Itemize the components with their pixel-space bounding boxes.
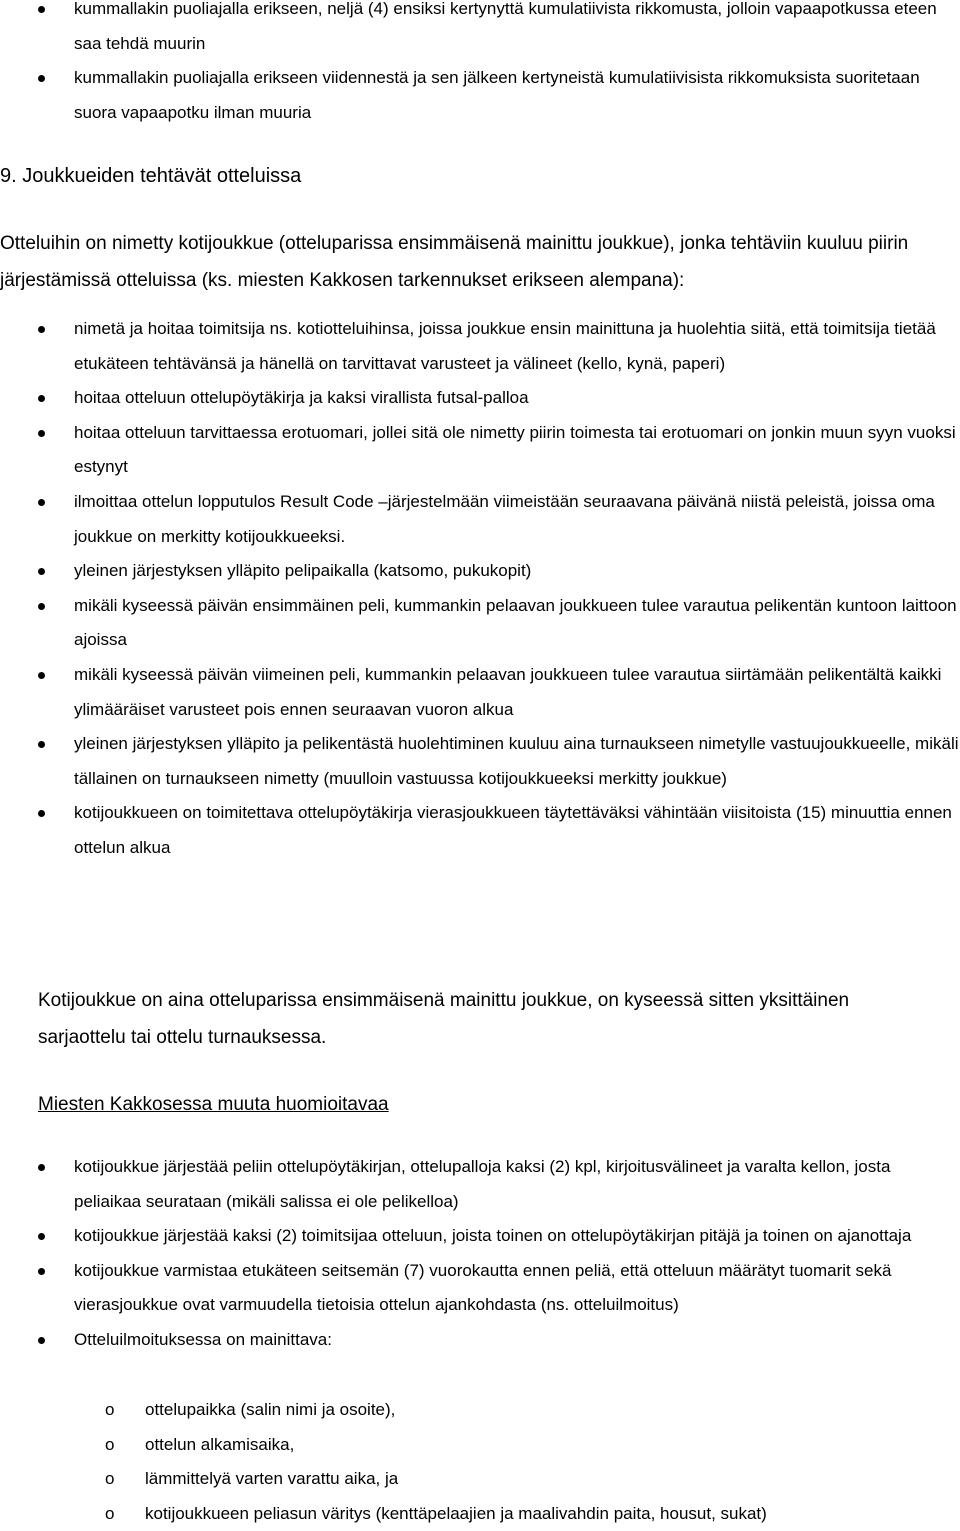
kakkonen-list	[0, 1150, 960, 1358]
list-item: kotijoukkue järjestää kaksi (2) toimitsijaa otteluun, joista toinen on ottelupöytäkirjan pitäjä ja toinen on ajanottaja	[0, 1219, 960, 1254]
bullet-icon	[38, 395, 45, 402]
section-intro: Otteluihin on nimetty kotijoukkue (otteluparissa ensimmäisenä mainittu joukkue), jonka tehtäviin kuuluu piirin järjestämissä otteluissa (ks. miesten Kakkosen tarkennukset erikseen alempana):	[0, 233, 909, 291]
bullet-icon	[38, 672, 45, 679]
circle-bullet-icon: o	[105, 1434, 115, 1454]
circle-bullet-icon: o	[105, 1503, 115, 1523]
list-item: yleinen järjestyksen ylläpito ja pelikentästä huolehtiminen kuuluu aina turnaukseen nimetylle vastuujoukkueelle, mikäli tällainen on turnaukseen nimetty (muulloin vastuussa kotijoukkueeksi merkitty joukkue)	[0, 727, 960, 796]
list-item: o lämmittelyä varten varattu aika, ja	[0, 1462, 960, 1497]
bullet-icon	[38, 1337, 45, 1344]
list-item: kummallakin puoliajalla erikseen viidennestä ja sen jälkeen kertyneistä kumulatiivisista rikkomuksista suoritetaan suora vapaapotku ilman muuria	[0, 61, 960, 130]
list-item: kotijoukkue järjestää peliin ottelupöytäkirjan, ottelupalloja kaksi (2) kpl, kirjoitusvälineet ja varalta kellon, josta peliaikaa seurataan (mikäli salissa ei ole pelikelloa)	[0, 1150, 960, 1219]
list-item: o kotijoukkueen peliasun väritys (kenttäpelaajien ja maalivahdin paita, housut, sukat)	[0, 1497, 960, 1531]
list-item: o ottelupaikka (salin nimi ja osoite),	[0, 1393, 960, 1428]
list-item: hoitaa otteluun tarvittaessa erotuomari, jollei sitä ole nimetty piirin toimesta tai erotuomari on jonkin muun syyn vuoksi estynyt	[0, 416, 960, 485]
list-item: hoitaa otteluun ottelupöytäkirja ja kaksi virallista futsal-palloa	[0, 381, 960, 416]
bullet-icon	[38, 1268, 45, 1275]
notice-contents-list	[0, 1393, 960, 1531]
list-item: yleinen järjestyksen ylläpito pelipaikalla (katsomo, pukukopit)	[0, 554, 960, 589]
section-heading: 9. Joukkueiden tehtävät otteluissa	[0, 165, 302, 187]
list-item: mikäli kyseessä päivän viimeinen peli, kummankin pelaavan joukkueen tulee varautua siirtämään pelikentältä kaikki ylimääräiset varusteet pois ennen seuraavan vuoron alkua	[0, 658, 960, 727]
bullet-icon	[38, 326, 45, 333]
kakkonen-heading: Miesten Kakkosessa muuta huomioitavaa	[38, 1094, 389, 1115]
bullet-icon	[38, 6, 45, 13]
list-item: o ottelun alkamisaika,	[0, 1428, 960, 1463]
rules-list-top	[0, 0, 960, 130]
list-item: kummallakin puoliajalla erikseen, neljä (4) ensiksi kertynyttä kumulatiivista rikkomusta, jolloin vapaapotkussa eteen saa tehdä muurin	[0, 0, 960, 61]
list-item: kotijoukkueen on toimitettava ottelupöytäkirja vierasjoukkueen täytettäväksi vähintään viisitoista (15) minuuttia ennen ottelun alkua	[0, 796, 960, 865]
list-item: Otteluilmoituksessa on mainittava:	[0, 1323, 960, 1358]
list-item: kotijoukkue varmistaa etukäteen seitsemän (7) vuorokautta ennen peliä, että otteluun määrätyt tuomarit sekä vierasjoukkue ovat varmuudella tietoisia ottelun ajankohdasta (ns. otteluilmoitus)	[0, 1254, 960, 1323]
list-item: ilmoittaa ottelun lopputulos Result Code –järjestelmään viimeistään seuraavana päivänä niistä peleistä, joissa oma joukkue on merkitty kotijoukkueeksi.	[0, 485, 960, 554]
bullet-icon	[38, 1164, 45, 1171]
list-item: mikäli kyseessä päivän ensimmäinen peli, kummankin pelaavan joukkueen tulee varautua pelikentän kuntoon laittoon ajoissa	[0, 589, 960, 658]
home-team-duties-list	[0, 312, 960, 866]
home-team-note: Kotijoukkue on aina otteluparissa ensimmäisenä mainittu joukkue, on kyseessä sitten yksittäinen sarjaottelu tai ottelu turnauksessa.	[38, 990, 850, 1048]
bullet-icon	[38, 75, 45, 82]
bullet-icon	[38, 568, 45, 575]
bullet-icon	[38, 741, 45, 748]
circle-bullet-icon: o	[105, 1400, 115, 1419]
bullet-icon	[38, 499, 45, 506]
bullet-icon	[38, 430, 45, 437]
bullet-icon	[38, 1233, 45, 1240]
list-item: nimetä ja hoitaa toimitsija ns. kotiotteluihinsa, joissa joukkue ensin mainittuna ja huolehtia siitä, että toimitsija tietää etukäteen tehtävänsä ja hänellä on tarvittavat varusteet ja välineet (kello, kynä, paperi)	[0, 312, 960, 381]
bullet-icon	[38, 603, 45, 610]
bullet-icon	[38, 810, 45, 817]
circle-bullet-icon: o	[105, 1469, 115, 1489]
